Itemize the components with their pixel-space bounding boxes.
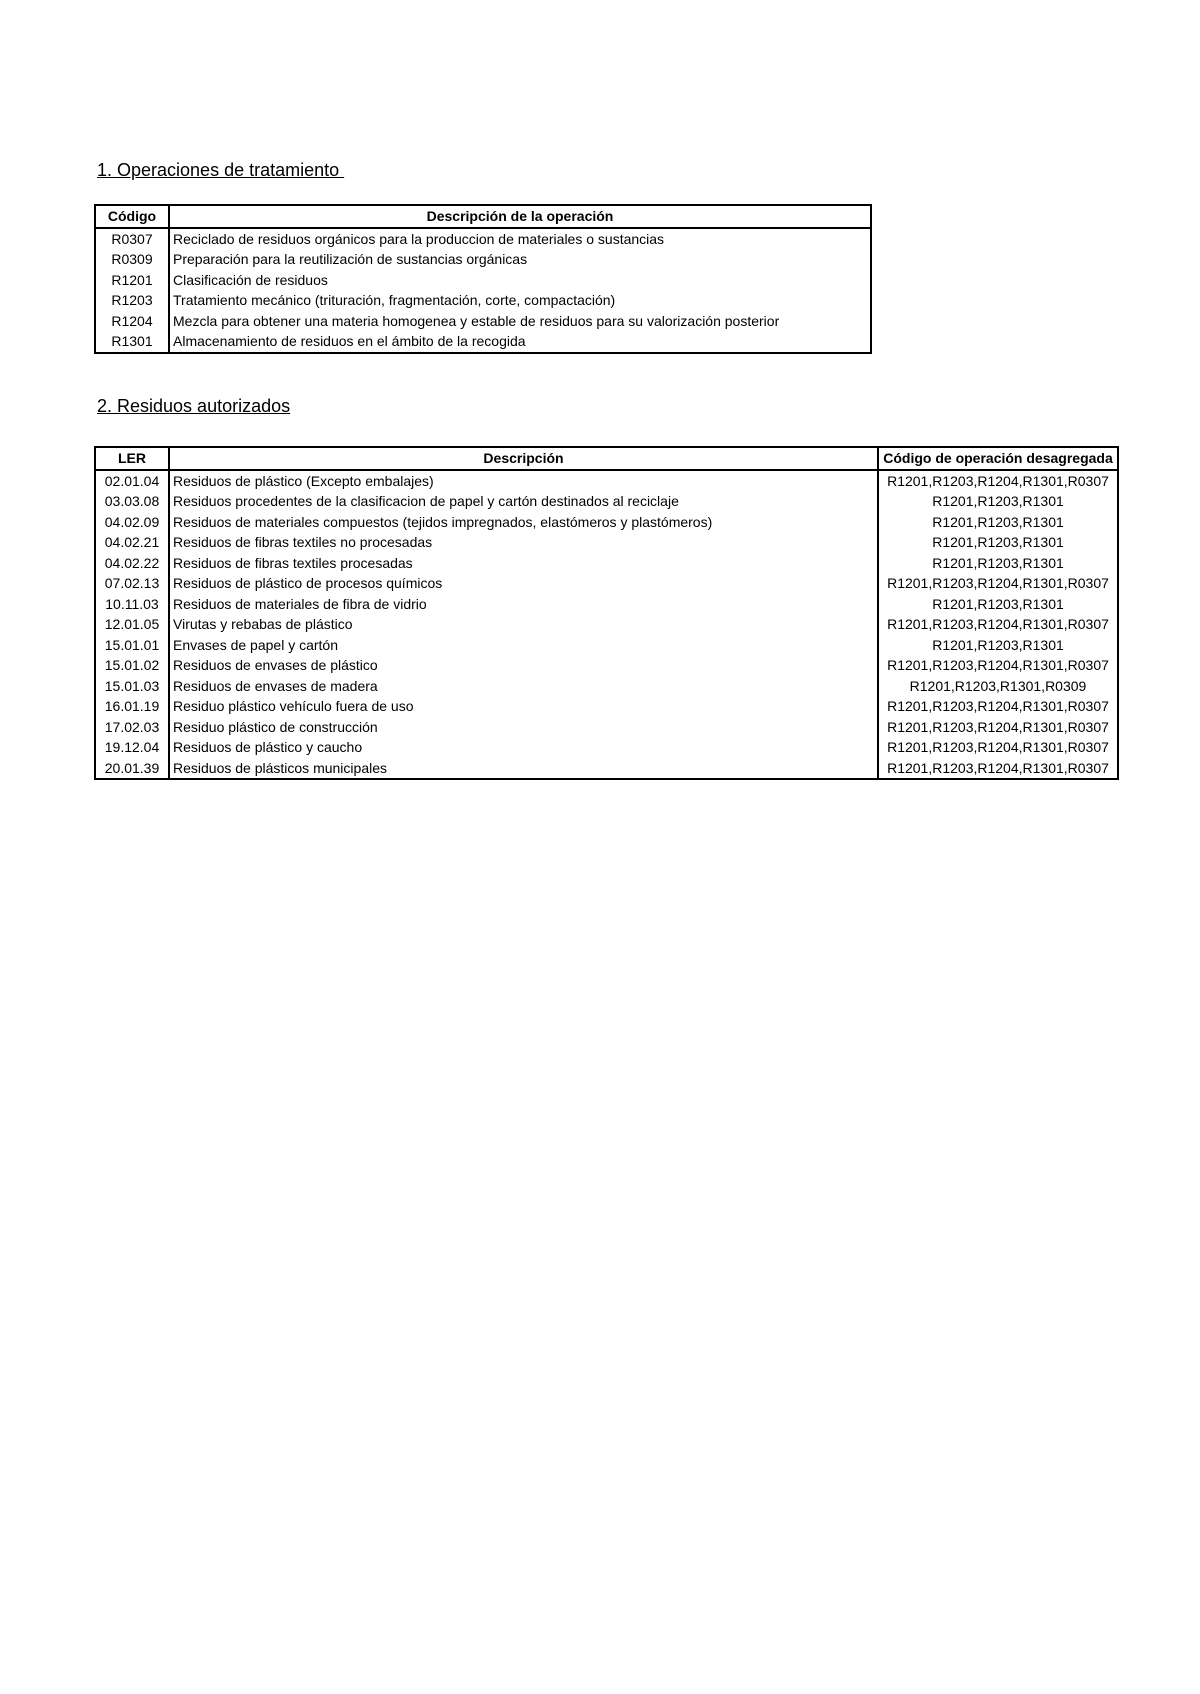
table-header-row	[95, 205, 871, 228]
waste-description: Residuo plástico vehículo fuera de uso	[173, 698, 414, 715]
ler-code: 12.01.05	[95, 614, 169, 635]
waste-description: Residuos de fibras textiles procesadas	[173, 554, 413, 571]
ler-code: 02.01.04	[95, 470, 169, 492]
operation-codes: R1201,R1203,R1301	[878, 594, 1118, 615]
table-row	[95, 696, 1118, 717]
operation-codes: R1201,R1203,R1301	[878, 532, 1118, 553]
operation-description: Mezcla para obtener una materia homogenea y estable de residuos para su valorización posterior	[173, 312, 780, 329]
ler-code: 10.11.03	[95, 594, 169, 615]
table-row	[95, 573, 1118, 594]
operation-codes: R1201,R1203,R1301	[878, 512, 1118, 533]
operation-codes: R1201,R1203,R1204,R1301,R0307	[878, 758, 1118, 780]
operation-description: Tratamiento mecánico (trituración, fragmentación, corte, compactación)	[173, 292, 616, 309]
operation-codes: R1201,R1203,R1301	[878, 553, 1118, 574]
operation-code: R1301	[95, 331, 169, 353]
table-row	[95, 311, 871, 332]
table-row	[95, 758, 1118, 780]
waste-description: Residuos de materiales de fibra de vidrio	[173, 595, 427, 612]
waste-description: Residuos de envases de plástico	[173, 657, 378, 674]
operation-description: Preparación para la reutilización de sustancias orgánicas	[173, 251, 528, 268]
operation-codes: R1201,R1203,R1204,R1301,R0307	[878, 614, 1118, 635]
table-row	[95, 635, 1118, 656]
ler-code: 03.03.08	[95, 491, 169, 512]
waste-description: Residuos de plásticos municipales	[173, 759, 387, 776]
operation-codes: R1201,R1203,R1204,R1301,R0307	[878, 717, 1118, 738]
operation-codes: R1201,R1203,R1301	[878, 491, 1118, 512]
table-row	[95, 553, 1118, 574]
ler-code: 04.02.09	[95, 512, 169, 533]
waste-description: Virutas y rebabas de plástico	[173, 616, 353, 633]
header-descripcion: Descripción	[169, 447, 878, 470]
waste-description: Residuos de materiales compuestos (tejidos impregnados, elastómeros y plastómeros)	[173, 513, 713, 530]
table-row	[95, 228, 871, 250]
table-row	[95, 290, 871, 311]
ler-code: 15.01.02	[95, 655, 169, 676]
ler-code: 07.02.13	[95, 573, 169, 594]
operation-codes: R1201,R1203,R1204,R1301,R0307	[878, 655, 1118, 676]
waste-description: Residuos de plástico de procesos químicos	[173, 575, 443, 592]
ler-code: 15.01.03	[95, 676, 169, 697]
table-row	[95, 737, 1118, 758]
waste-description: Residuos procedentes de la clasificacion de papel y cartón destinados al reciclaje	[173, 493, 679, 510]
table-row	[95, 270, 871, 291]
operation-code: R0309	[95, 249, 169, 270]
table-row	[95, 532, 1118, 553]
table-row	[95, 594, 1118, 615]
operation-codes: R1201,R1203,R1301	[878, 635, 1118, 656]
table-row	[95, 249, 871, 270]
ler-code: 20.01.39	[95, 758, 169, 780]
waste-description: Envases de papel y cartón	[173, 636, 338, 653]
table-row	[95, 470, 1118, 492]
table-row	[95, 491, 1118, 512]
operation-description: Almacenamiento de residuos en el ámbito de la recogida	[173, 333, 526, 350]
waste-description: Residuo plástico de construcción	[173, 718, 378, 735]
ler-code: 16.01.19	[95, 696, 169, 717]
operation-description: Clasificación de residuos	[173, 271, 328, 288]
operation-codes: R1201,R1203,R1301,R0309	[878, 676, 1118, 697]
header-codigo: Código	[95, 205, 169, 228]
table-row	[95, 614, 1118, 635]
header-ler: LER	[95, 447, 169, 470]
operation-code: R1201	[95, 270, 169, 291]
table-row	[95, 717, 1118, 738]
table-header-row	[95, 447, 1118, 470]
ler-code: 15.01.01	[95, 635, 169, 656]
ler-code: 19.12.04	[95, 737, 169, 758]
table-row	[95, 331, 871, 353]
operation-code: R1204	[95, 311, 169, 332]
waste-description: Residuos de fibras textiles no procesadas	[173, 534, 433, 551]
section-title-residuos: 2. Residuos autorizados	[97, 396, 291, 416]
table-row	[95, 512, 1118, 533]
waste-description: Residuos de plástico (Excepto embalajes)	[173, 472, 434, 489]
section-title-operaciones: 1. Operaciones de tratamiento	[97, 160, 345, 180]
ler-code: 04.02.21	[95, 532, 169, 553]
operation-codes: R1201,R1203,R1204,R1301,R0307	[878, 470, 1118, 492]
waste-table	[94, 446, 1119, 780]
waste-description: Residuos de plástico y caucho	[173, 739, 363, 756]
header-codigo-operacion: Código de operación desagregada	[878, 447, 1118, 470]
operation-code: R0307	[95, 228, 169, 250]
ler-code: 17.02.03	[95, 717, 169, 738]
header-descripcion-operacion: Descripción de la operación	[169, 205, 871, 228]
operation-code: R1203	[95, 290, 169, 311]
table-row	[95, 676, 1118, 697]
operation-codes: R1201,R1203,R1204,R1301,R0307	[878, 696, 1118, 717]
waste-description: Residuos de envases de madera	[173, 677, 378, 694]
operations-table	[94, 204, 872, 354]
operation-codes: R1201,R1203,R1204,R1301,R0307	[878, 737, 1118, 758]
operation-description: Reciclado de residuos orgánicos para la produccion de materiales o sustancias	[173, 230, 665, 247]
operation-codes: R1201,R1203,R1204,R1301,R0307	[878, 573, 1118, 594]
table-row	[95, 655, 1118, 676]
ler-code: 04.02.22	[95, 553, 169, 574]
